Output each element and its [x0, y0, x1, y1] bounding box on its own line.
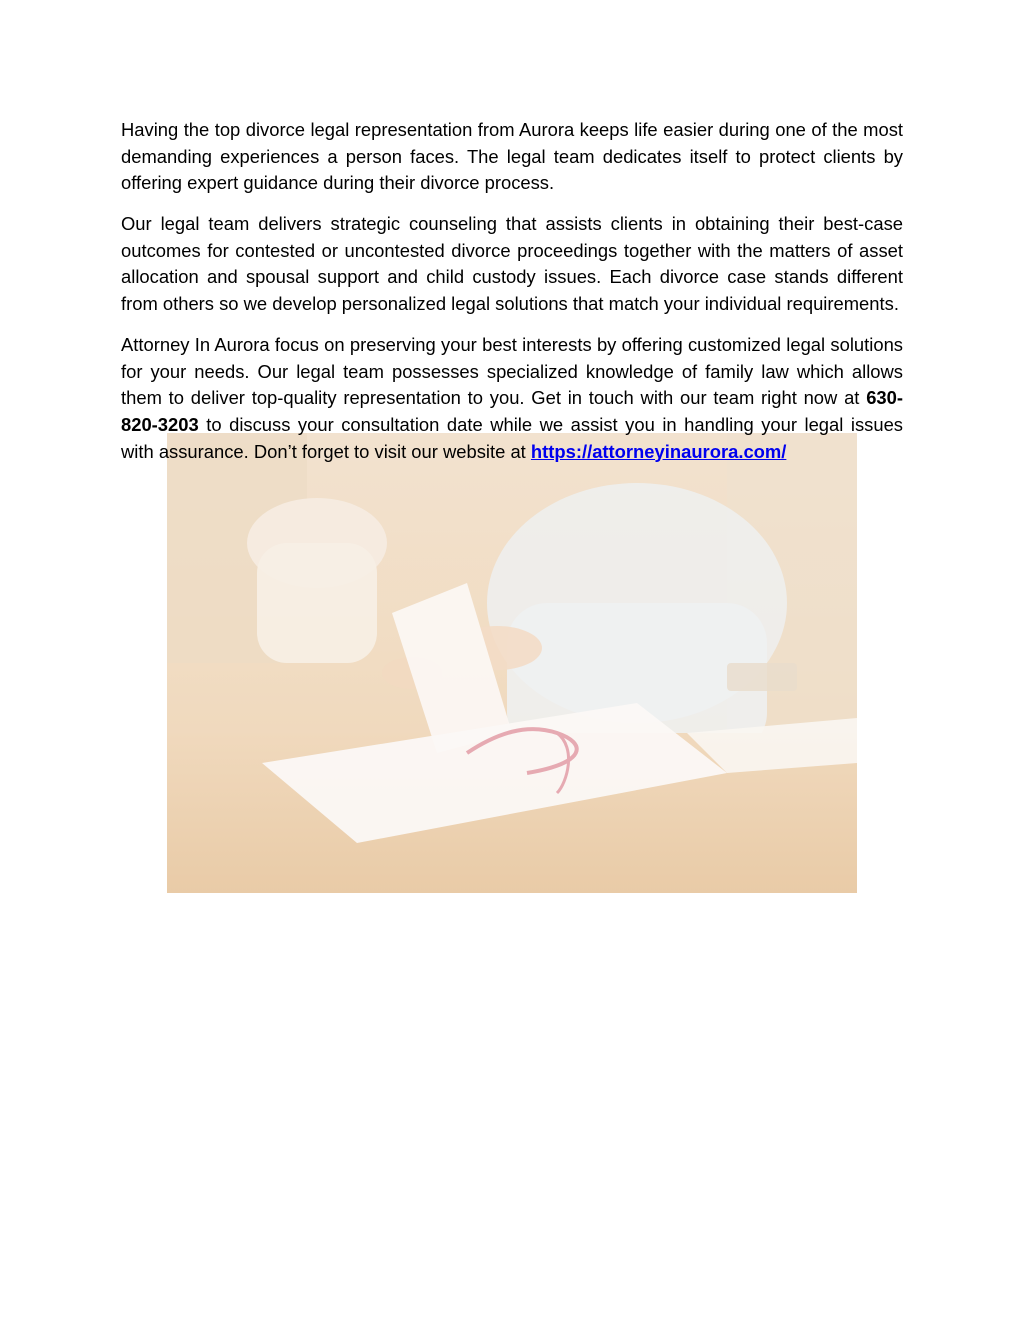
contact-text-after-phone: to discuss your consultation date while we assist you in handling your legal issues with assurance. Don’t forget to visit our website at	[121, 413, 903, 462]
paragraph-contact	[121, 332, 903, 465]
website-link[interactable]: https://attorneyinaurora.com/	[530, 440, 787, 462]
background-photo	[167, 433, 857, 893]
contact-text-before-phone: Attorney In Aurora focus on preserving your best interests by offering customized legal solutions for your needs. Our legal team possesses specialized knowledge of family law which allows them to deliver top-quality representation to you. Get in touch with our team right now at	[121, 334, 903, 409]
faded-legal-consultation-image	[167, 433, 857, 893]
phone-number: 630-820-3203	[121, 387, 903, 435]
paragraph-intro: Having the top divorce legal representation from Aurora keeps life easier during one of the most demanding experiences a person faces. The legal team dedicates itself to protect clients by offering expert guidance during their divorce process.	[121, 119, 903, 194]
paragraph-services: Our legal team delivers strategic counseling that assists clients in obtaining their best-case outcomes for contested or uncontested divorce proceedings together with the matters of asset allocation and spousal support and child custody issues. Each divorce case stands different from others so we develop personalized legal solutions that match your individual requirements.	[121, 213, 903, 315]
document-body	[121, 117, 903, 480]
